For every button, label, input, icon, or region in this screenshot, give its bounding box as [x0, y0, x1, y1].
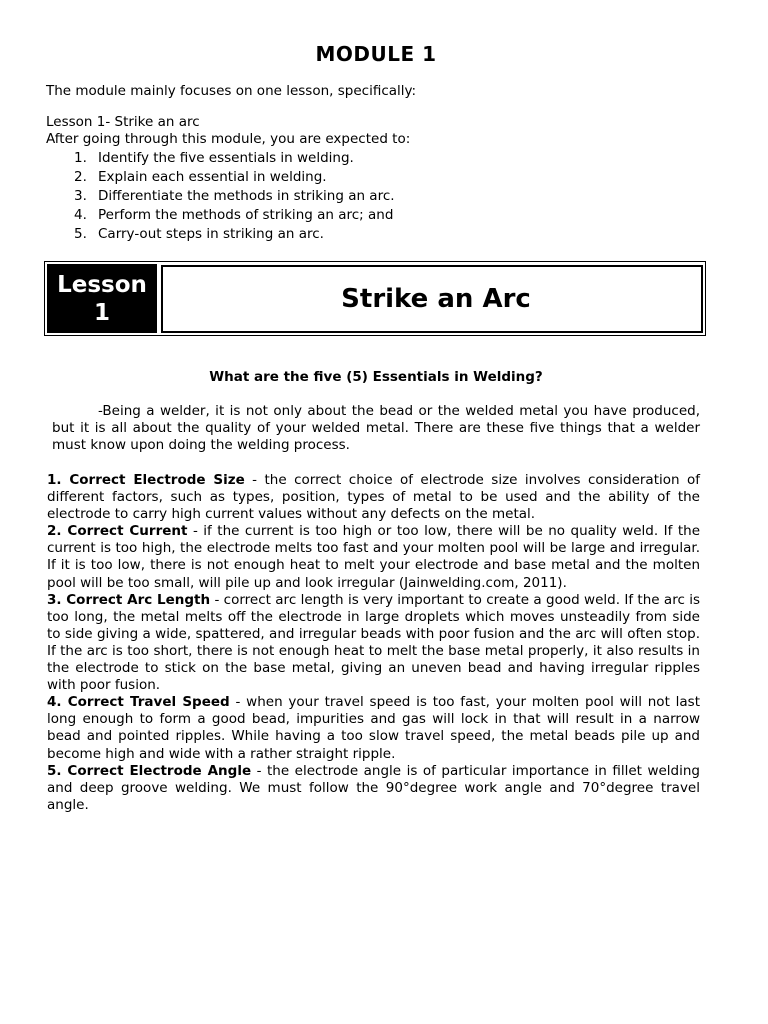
- lesson-name-line: Lesson 1- Strike an arc: [46, 114, 200, 130]
- essential-item: [47, 592, 700, 695]
- module-title: MODULE 1: [315, 42, 437, 66]
- essential-text: - the correct choice of electrode size involves consideration of different factors, such as types, position, types of metal to be used and the ability of the electrode to carry high current values without any defects on the metal.: [47, 472, 700, 523]
- lesson-title-box: [161, 265, 703, 333]
- objective-text: Explain each essential in welding.: [98, 169, 327, 185]
- objective-number: 3.: [74, 188, 87, 204]
- essential-heading: 4. Correct Travel Speed: [47, 694, 230, 711]
- essential-text: - correct arc length is very important to create a good weld. If the arc is too long, the metal melts off the electrode in large droplets which moves unsteadily from side to side giving a wide, spattered, and irregular beads with poor fusion and the arc will often stop. If the arc is too short, there is not enough heat to melt the base metal properly, it also results in the electrode to stick on the base metal, giving an uneven bead and having irregular ripples with poor fusion.: [47, 591, 701, 694]
- lesson-title: Strike an Arc: [341, 284, 531, 314]
- objectives-list: [74, 149, 395, 244]
- essentials-list: [47, 472, 700, 814]
- lesson-summary: [46, 114, 410, 148]
- essential-heading: 5. Correct Electrode Angle: [47, 762, 252, 779]
- lesson-number: 1: [93, 299, 110, 326]
- essential-item: [47, 694, 700, 762]
- lesson-banner: [44, 261, 706, 336]
- objective-text: Identify the five essentials in welding.: [98, 150, 354, 166]
- objective-item: [74, 149, 395, 168]
- essential-heading: 3. Correct Arc Length: [47, 591, 211, 608]
- section-question: What are the five (5) Essentials in Welding?: [209, 369, 543, 385]
- essential-text: - the electrode angle is of particular importance in fillet welding and deep groove welding. We must follow the 90°degree work angle and 70°degree travel angle.: [47, 762, 700, 813]
- objective-number: 2.: [74, 169, 87, 185]
- objective-item: [74, 168, 395, 187]
- objective-number: 4.: [74, 207, 87, 223]
- intro-paragraph: -Being a welder, it is not only about the bead or the welded metal you have produced, but it is all about the quality of your welded metal. There are these five things that a welder must know upon doing the welding process.: [52, 403, 700, 454]
- objective-number: 1.: [74, 150, 87, 166]
- lesson-word: Lesson: [57, 271, 147, 298]
- lesson-number-block: [47, 264, 157, 333]
- module-intro: The module mainly focuses on one lesson, specifically:: [46, 83, 417, 99]
- essential-text: - if the current is too high or too low, there will be no quality weld. If the current is too high, the electrode melts too fast and your molten pool will be large and irregular. If it is too low, there is not enough heat to melt your electrode and base metal and the molten pool will be too small, will pile up and look irregular (Jainwelding.com, 2011).: [47, 523, 700, 591]
- expectation-line: After going through this module, you are expected to:: [46, 131, 411, 147]
- objective-item: [74, 187, 395, 206]
- objective-text: Carry-out steps in striking an arc.: [98, 226, 324, 242]
- objective-number: 5.: [74, 226, 87, 242]
- objective-text: Differentiate the methods in striking an arc.: [98, 188, 395, 204]
- essential-heading: 1. Correct Electrode Size: [47, 472, 245, 488]
- essential-item: [47, 472, 700, 523]
- essential-heading: 2. Correct Current: [47, 523, 188, 540]
- essential-item: [47, 763, 700, 814]
- essential-item: [47, 523, 700, 591]
- objective-text: Perform the methods of striking an arc; and: [98, 207, 394, 223]
- objective-item: [74, 225, 395, 244]
- objective-item: [74, 206, 395, 225]
- essential-text: - when your travel speed is too fast, your molten pool will not last long enough to form a good bead, impurities and gas will lock in that will result in a narrow bead and pointed ripples. While having a too slow travel speed, the metal beads pile up and become high and wide with a rather straight ripple.: [47, 694, 701, 762]
